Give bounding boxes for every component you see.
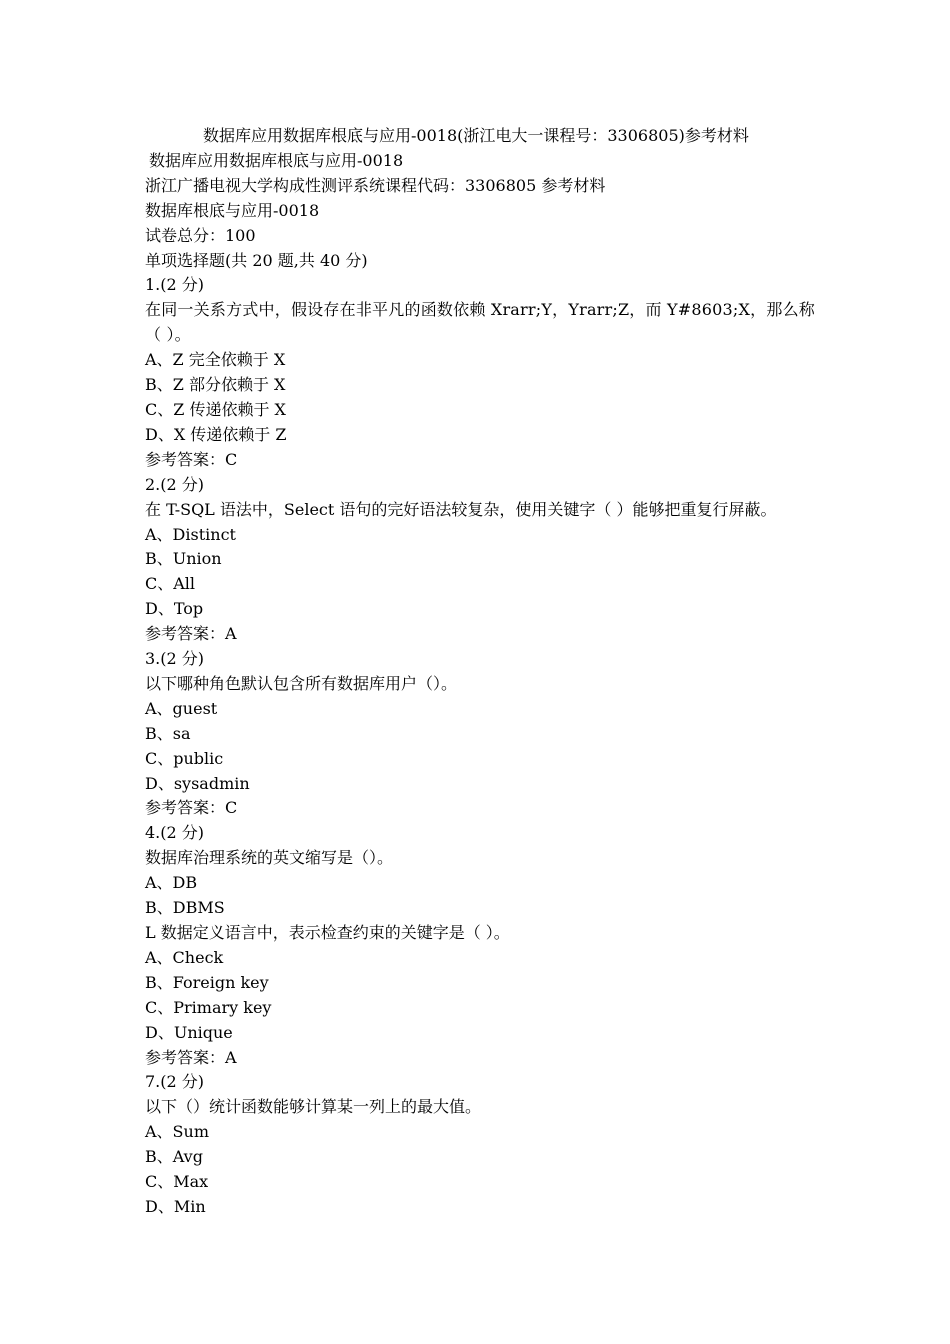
question-stem: L 数据定义语言中，表示检查约束的关键字是（ ）。 [145, 923, 510, 942]
option-b: B、Avg [145, 1147, 203, 1167]
reference-answer: 参考答案：C [145, 798, 238, 818]
option-c: C、Max [145, 1172, 209, 1192]
option-a: A、Check [145, 947, 224, 967]
question-stem: 以下哪种角色默认包含所有数据库用户（）。 [145, 673, 458, 693]
reference-answer: 参考答案：A [145, 1047, 237, 1067]
document-title: 数据库应用数据库根底与应用-0018(浙江电大一课程号：3306805)参考材料 [203, 126, 749, 145]
option-a: A、Z 完全依赖于 X [145, 350, 286, 370]
section-header: 单项选择题(共 20 题,共 40 分) [145, 250, 368, 270]
question-stem: 以下（）统计函数能够计算某一列上的最大值。 [145, 1097, 482, 1117]
question-stem: 数据库治理系统的英文缩写是（）。 [145, 848, 394, 868]
question-number: 7.(2 分) [145, 1072, 205, 1092]
option-a: A、Sum [145, 1122, 209, 1142]
document-subtitle: 数据库应用数据库根底与应用-0018 [149, 150, 404, 170]
option-d: D、Unique [145, 1022, 233, 1042]
option-d: D、X 传递依赖于 Z [145, 424, 287, 444]
question-number: 3.(2 分) [145, 649, 205, 669]
option-d: D、sysadmin [145, 773, 250, 793]
question-stem: 在 T-SQL 语法中，Select 语句的完好语法较复杂，使用关键字（ ）能够把重复行屏蔽。 [145, 499, 777, 519]
total-score: 试卷总分：100 [145, 225, 256, 245]
question-number: 1.(2 分) [145, 275, 205, 295]
option-a: A、DB [145, 873, 198, 893]
institution-line: 浙江广播电视大学构成性测评系统课程代码：3306805 参考材料 [145, 175, 606, 195]
option-b: B、Foreign key [145, 972, 269, 992]
question-number: 4.(2 分) [145, 823, 205, 843]
exam-name: 数据库根底与应用-0018 [145, 200, 320, 220]
option-c: C、Primary key [145, 997, 272, 1017]
option-a: A、guest [145, 698, 218, 718]
reference-answer: 参考答案：C [145, 449, 238, 469]
option-d: D、Min [145, 1196, 206, 1216]
option-c: C、All [145, 574, 196, 594]
document-body [145, 124, 815, 1220]
option-b: B、DBMS [145, 898, 225, 918]
reference-answer: 参考答案：A [145, 624, 237, 644]
question-stem: 在同一关系方式中，假设存在非平凡的函数依赖 Xrarr;Y，Yrarr;Z，而 Y#8603;X，那么称（ ）。 [145, 300, 815, 345]
option-b: B、Union [145, 549, 222, 569]
option-a: A、Distinct [145, 524, 236, 544]
option-d: D、Top [145, 599, 204, 619]
option-c: C、Z 传递依赖于 X [145, 399, 286, 419]
option-b: B、Z 部分依赖于 X [145, 375, 286, 395]
question-number: 2.(2 分) [145, 474, 205, 494]
option-c: C、public [145, 748, 224, 768]
option-b: B、sa [145, 723, 191, 743]
